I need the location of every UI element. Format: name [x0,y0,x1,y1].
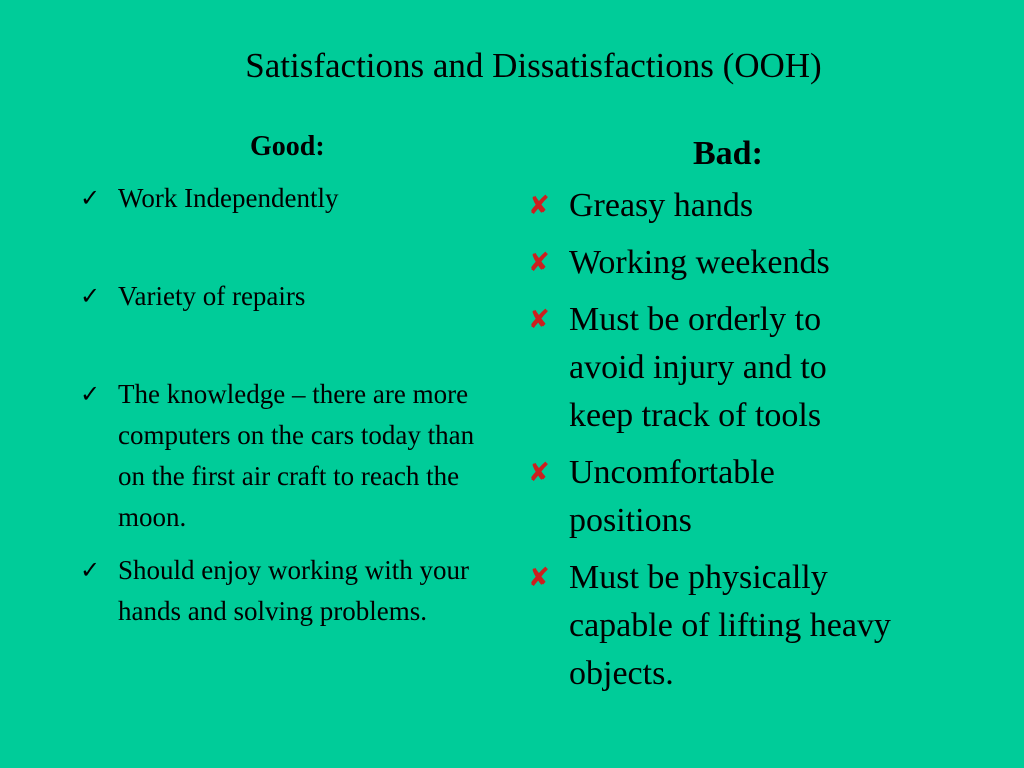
x-mark-icon: ✘ [528,248,550,278]
x-mark-icon: ✘ [528,191,550,221]
bad-list-item [528,239,928,287]
good-item-text: Should enjoy working with your hands and solving problems. [118,555,469,626]
x-mark-icon: ✘ [528,458,550,488]
bad-item-text: Must be orderly to avoid injury and to keep track of tools [569,301,827,434]
good-list-item [80,374,500,538]
x-mark-icon: ✘ [528,305,550,335]
bad-list-item [528,554,928,698]
checkmark-icon: ✓ [80,184,101,212]
checkmark-icon: ✓ [80,282,101,310]
good-item-text: Variety of repairs [118,281,306,311]
bad-item-text: Greasy hands [569,187,754,224]
slide-title: Satisfactions and Dissatisfactions (OOH) [245,46,822,85]
checkmark-icon: ✓ [80,556,101,584]
bad-item-text: Must be physically capable of lifting heavy objects. [569,559,891,692]
good-column [80,128,500,632]
bad-item-text: Working weekends [569,244,830,281]
good-heading: Good: [250,131,325,162]
good-list-item [80,178,500,219]
checkmark-icon: ✓ [80,380,101,408]
bad-list-item [528,449,928,545]
good-list-item [80,550,500,632]
bad-list-item [528,182,928,230]
bad-item-text: Uncomfortable positions [569,454,775,539]
good-list [80,178,500,632]
bad-heading: Bad: [693,135,763,172]
x-mark-icon: ✘ [528,563,550,593]
good-item-text: The knowledge – there are more computers on the cars today than on the first air craft to reach the moon. [118,379,475,532]
bad-list [528,182,928,698]
good-list-item [80,276,500,317]
bad-column [528,132,928,707]
good-item-text: Work Independently [118,183,339,213]
bad-list-item [528,296,928,440]
